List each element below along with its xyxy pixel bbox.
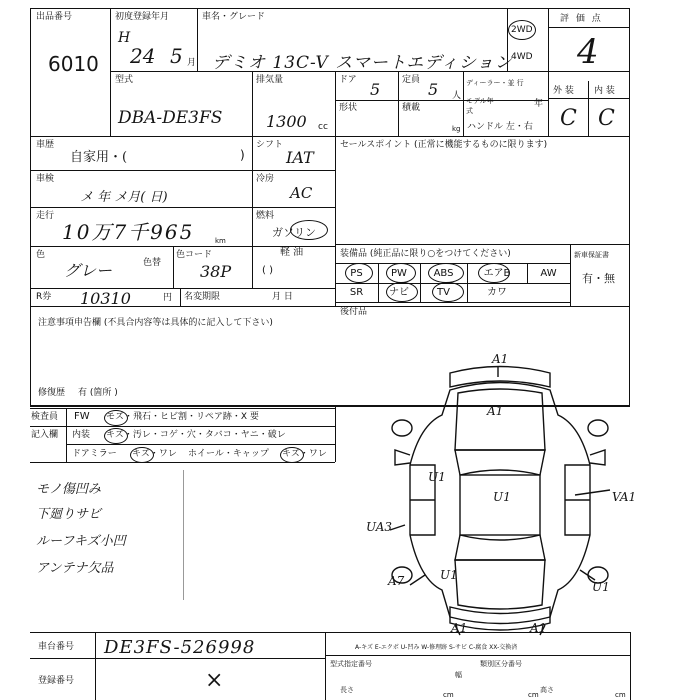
displacement-unit: cc bbox=[318, 122, 328, 132]
warranty-value: 有・無 bbox=[582, 272, 615, 285]
registration-value: × bbox=[205, 668, 224, 693]
equipment-aw-label: AW bbox=[540, 268, 557, 279]
notice-label: 注意事項申告欄 (不具合内容等は具体的に記入して下さい) bbox=[38, 318, 273, 328]
registration-label: 登録番号 bbox=[38, 676, 75, 686]
first-registration-label: 初度登録年月 bbox=[115, 12, 170, 22]
equipment-navi-label: ナビ bbox=[389, 287, 409, 298]
damage-mark-left-door: U1 bbox=[428, 470, 446, 484]
mileage-unit: km bbox=[215, 237, 226, 245]
circle-mark-abs bbox=[428, 263, 464, 283]
interior-value: C bbox=[598, 106, 615, 131]
length-unit: cm bbox=[443, 691, 454, 699]
weight-unit: kg bbox=[452, 125, 461, 133]
equipment-leather bbox=[467, 283, 527, 302]
color-code-value: 38P bbox=[200, 262, 232, 281]
damage-mark-roof: U1 bbox=[493, 490, 511, 504]
era-value: H bbox=[118, 30, 131, 46]
recycle-label: R券 bbox=[36, 292, 52, 302]
name-change-label: 名変期限 bbox=[184, 292, 221, 302]
width-label: 幅 bbox=[455, 671, 462, 679]
circle-mark-fw-scratch bbox=[104, 410, 128, 426]
inspection-label: 車検 bbox=[36, 174, 55, 184]
cert-label-2: 類別区分番号 bbox=[480, 660, 522, 668]
note-line-3: ルーフキズ小凹 bbox=[36, 534, 126, 549]
drive-4wd: 4WD bbox=[511, 52, 533, 62]
lot-number-value: 6010 bbox=[48, 52, 99, 76]
grade-label: 評 価 点 bbox=[560, 14, 603, 24]
displacement-value: 1300 bbox=[266, 112, 307, 131]
model-year-label: モデル年式 bbox=[466, 97, 494, 115]
inspector-row2-text: キズ・汚レ・コゲ・穴・タバコ・ヤニ・破レ bbox=[106, 430, 286, 440]
month-value: 5 bbox=[170, 44, 183, 68]
circle-mark-tv bbox=[432, 282, 464, 302]
post-install-label: 後付品 bbox=[340, 307, 368, 317]
exterior-label: 外 装 bbox=[553, 86, 574, 96]
lot-number-label: 出品番号 bbox=[36, 12, 73, 22]
damage-mark-left-side: UA3 bbox=[366, 520, 393, 534]
name-change-units: 月 日 bbox=[272, 292, 293, 302]
type-value: DBA-DE3FS bbox=[118, 108, 223, 128]
history-label: 車歴 bbox=[36, 140, 55, 150]
note-line-1: モノ傷凹み bbox=[36, 482, 101, 497]
displacement-label: 排気量 bbox=[256, 75, 284, 85]
fuel-diesel: 軽 油 bbox=[280, 247, 304, 258]
doors-label: ドア bbox=[339, 75, 357, 85]
grade-value: 4 bbox=[577, 32, 599, 72]
inspection-value: メ 年 メ月( 日) bbox=[80, 190, 168, 205]
history-close: ) bbox=[240, 148, 245, 162]
cert-label-1: 型式指定番号 bbox=[330, 660, 372, 668]
mileage-label: 走行 bbox=[36, 211, 55, 221]
damage-mark-left-rear: A7 bbox=[388, 574, 405, 588]
inspector-row3-label2: ホイール・キャップ bbox=[188, 449, 269, 459]
ac-value: AC bbox=[290, 184, 313, 202]
weight-label: 積載 bbox=[402, 103, 421, 113]
shift-value: IAT bbox=[286, 148, 314, 167]
shift-label: シフト bbox=[256, 140, 284, 150]
exterior-value: C bbox=[560, 106, 577, 131]
handle-label: ハンドル 左・右 bbox=[467, 122, 533, 132]
width-unit: cm bbox=[528, 691, 539, 699]
inspector-row2-label: 内装 bbox=[72, 430, 91, 440]
model-year-unit: 年 bbox=[534, 99, 544, 109]
equipment-label: 装備品 (純正品に限り○をつけてください) bbox=[340, 249, 511, 259]
seats-label: 定員 bbox=[402, 75, 421, 85]
equipment-aw bbox=[527, 264, 570, 283]
type-label: 型式 bbox=[115, 75, 134, 85]
seats-value: 5 bbox=[428, 80, 439, 99]
circle-mark-airbag bbox=[478, 263, 510, 283]
damage-mark-rear-left: A1 bbox=[451, 621, 468, 635]
damage-mark-rear-right: U1 bbox=[592, 580, 610, 594]
chassis-label: 車台番号 bbox=[38, 642, 75, 652]
chassis-value: DE3FS-526998 bbox=[104, 637, 256, 658]
drive-2wd: 2WD bbox=[511, 25, 533, 35]
repair-label: 修復歴 bbox=[38, 388, 66, 398]
equipment-ps-label: PS bbox=[350, 268, 363, 279]
repair-value: 有 (箇所 ) bbox=[78, 388, 118, 398]
equipment-tv-label: TV bbox=[437, 287, 450, 298]
mileage-value: 10万7千965 bbox=[62, 220, 195, 244]
note-line-2: 下廻りサビ bbox=[36, 507, 102, 522]
equipment-sr bbox=[335, 283, 378, 302]
scratch-vertical-mark bbox=[183, 470, 184, 600]
dealer-label: ディーラー・並 行 bbox=[466, 79, 524, 87]
drive-2wd-circle-mark bbox=[508, 20, 536, 40]
height-label: 高さ bbox=[540, 686, 554, 694]
ac-label: 冷房 bbox=[256, 174, 275, 184]
doors-value: 5 bbox=[370, 80, 381, 99]
inspector-row3-label: ドアミラー bbox=[72, 449, 117, 459]
circle-mark-ps bbox=[345, 263, 373, 283]
damage-mark-rear-right-2: A1 bbox=[530, 621, 547, 635]
note-line-4: アンテナ欠品 bbox=[36, 561, 114, 576]
color-code-label: 色コード bbox=[176, 250, 213, 260]
equipment-pw-label: PW bbox=[391, 268, 407, 279]
damage-mark-rear-left-wheel: U1 bbox=[440, 568, 458, 582]
sales-points-label: セールスポイント (正常に機能するものに限ります) bbox=[340, 140, 548, 150]
fuel-paren: ( ) bbox=[262, 265, 273, 276]
height-unit: cm bbox=[615, 691, 626, 699]
fuel-label: 燃料 bbox=[256, 211, 275, 221]
damage-mark-front: A1 bbox=[492, 352, 509, 366]
circle-mark-navi bbox=[386, 282, 418, 302]
shape-label: 形状 bbox=[339, 103, 358, 113]
equipment-sr-label: SR bbox=[349, 287, 364, 298]
model-grade-value: デミオ 13C-V スマートエディション bbox=[212, 53, 513, 73]
fuel-value: ガソリン bbox=[272, 226, 316, 239]
length-label: 長さ bbox=[340, 686, 354, 694]
fuel-circle-mark bbox=[290, 220, 328, 240]
inspector-label-b: 記入欄 bbox=[31, 430, 59, 440]
circle-mark-pw bbox=[386, 263, 416, 283]
inspector-row1-text: モズ・飛石・ヒビ割・リペア跡・X 要 bbox=[106, 412, 259, 422]
history-value: 自家用・( bbox=[70, 150, 128, 165]
inspector-row3-text: キズ・ワレ bbox=[132, 449, 177, 459]
inspector-row1-label: FW bbox=[74, 411, 90, 422]
recycle-value: 10310 bbox=[80, 289, 131, 308]
damage-mark-hood: A1 bbox=[487, 404, 504, 418]
color-change-label: 色替 bbox=[143, 258, 162, 268]
equipment-abs-label: ABS bbox=[433, 268, 454, 279]
month-suffix: 月 bbox=[187, 58, 197, 68]
equipment-leather-label: カワ bbox=[487, 287, 507, 298]
color-label: 色 bbox=[36, 250, 46, 260]
seats-unit: 人 bbox=[452, 91, 462, 101]
circle-mark-int-scratch bbox=[104, 428, 128, 444]
damage-mark-right-side: VA1 bbox=[612, 490, 637, 504]
new-car-warranty-label: 新車保証書 bbox=[574, 251, 609, 259]
equipment-airbag-label: エアB bbox=[483, 268, 511, 279]
year-value: 24 bbox=[130, 44, 156, 68]
inspector-label-a: 検査員 bbox=[31, 412, 59, 422]
circle-mark-wheel-scratch bbox=[280, 447, 304, 463]
recycle-unit: 円 bbox=[163, 293, 173, 303]
damage-legend: A-キズ E-エクボ U-凹み W-修理跡 S-サビ C-腐食 XX-交換済 bbox=[355, 644, 518, 651]
model-grade-label: 車名・グレード bbox=[202, 12, 266, 22]
circle-mark-mirror-scratch bbox=[130, 447, 154, 463]
inspector-row3-text2: キズ・ワレ bbox=[282, 449, 327, 459]
interior-label: 内 装 bbox=[594, 86, 615, 96]
color-value: グレー bbox=[64, 261, 113, 280]
